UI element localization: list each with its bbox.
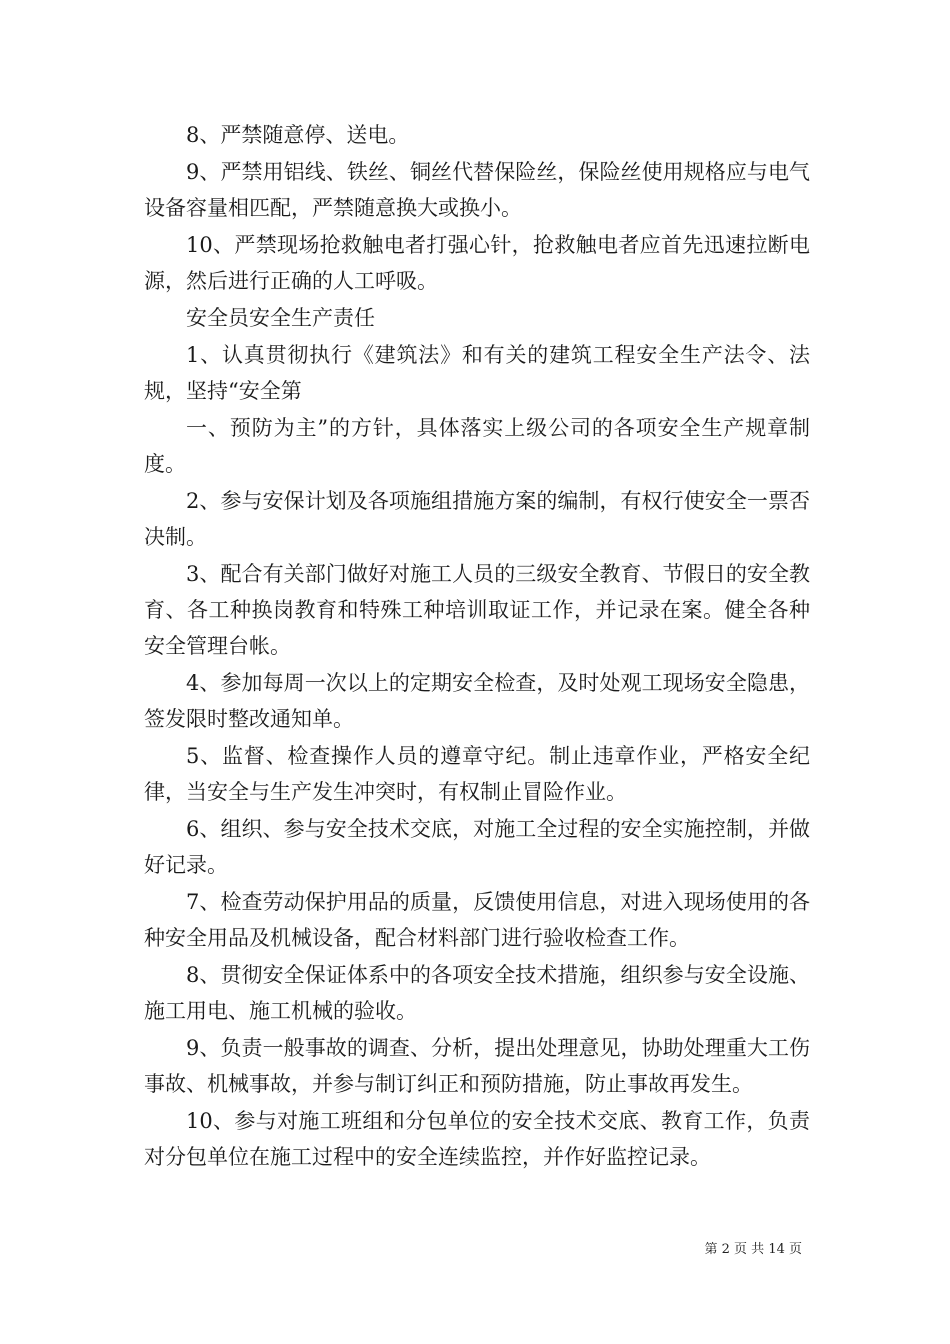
paragraph: 9、严禁用铝线、铁丝、铜丝代替保险丝，保险丝使用规格应与电气设备容量相匹配，严禁随意换大或换小。 (144, 160, 810, 220)
paragraph: 10、严禁现场抢救触电者打强心针，抢救触电者应首先迅速拉断电源，然后进行正确的人工呼吸。 (144, 233, 810, 293)
paragraph: 6、组织、参与安全技术交底，对施工全过程的安全实施控制，并做好记录。 (144, 817, 810, 877)
paragraph: 一、预防为主”的方针，具体落实上级公司的各项安全生产规章制度。 (144, 416, 810, 476)
paragraph: 9、负责一般事故的调查、分析，提出处理意见，协助处理重大工伤事故、机械事故，并参与制订纠正和预防措施，防止事故再发生。 (144, 1036, 810, 1096)
document-body (144, 117, 810, 1175)
paragraph: 7、检查劳动保护用品的质量，反馈使用信息，对进入现场使用的各种安全用品及机械设备，配合材料部门进行验收检查工作。 (144, 890, 810, 950)
section-heading: 安全员安全生产责任 (186, 306, 375, 330)
paragraph: 2、参与安保计划及各项施组措施方案的编制，有权行使安全一票否决制。 (144, 489, 810, 549)
paragraph: 10、参与对施工班组和分包单位的安全技术交底、教育工作，负责对分包单位在施工过程中的安全连续监控，并作好监控记录。 (144, 1109, 810, 1169)
paragraph: 5、监督、检查操作人员的遵章守纪。制止违章作业，严格安全纪律，当安全与生产发生冲突时，有权制止冒险作业。 (144, 744, 810, 804)
paragraph: 4、参加每周一次以上的定期安全检查，及时处观工现场安全隐患，签发限时整改通知单。 (144, 671, 810, 731)
paragraph: 8、严禁随意停、送电。 (186, 123, 410, 147)
paragraph: 1、认真贯彻执行《建筑法》和有关的建筑工程安全生产法令、法规，坚持“安全第 (144, 343, 810, 403)
paragraph: 3、配合有关部门做好对施工人员的三级安全教育、节假日的安全教育、各工种换岗教育和特殊工种培训取证工作，并记录在案。健全各种安全管理台帐。 (144, 562, 810, 658)
page-number-footer: 第 2 页 共 14 页 (704, 1242, 802, 1257)
paragraph: 8、贯彻安全保证体系中的各项安全技术措施，组织参与安全设施、施工用电、施工机械的验收。 (144, 963, 810, 1023)
